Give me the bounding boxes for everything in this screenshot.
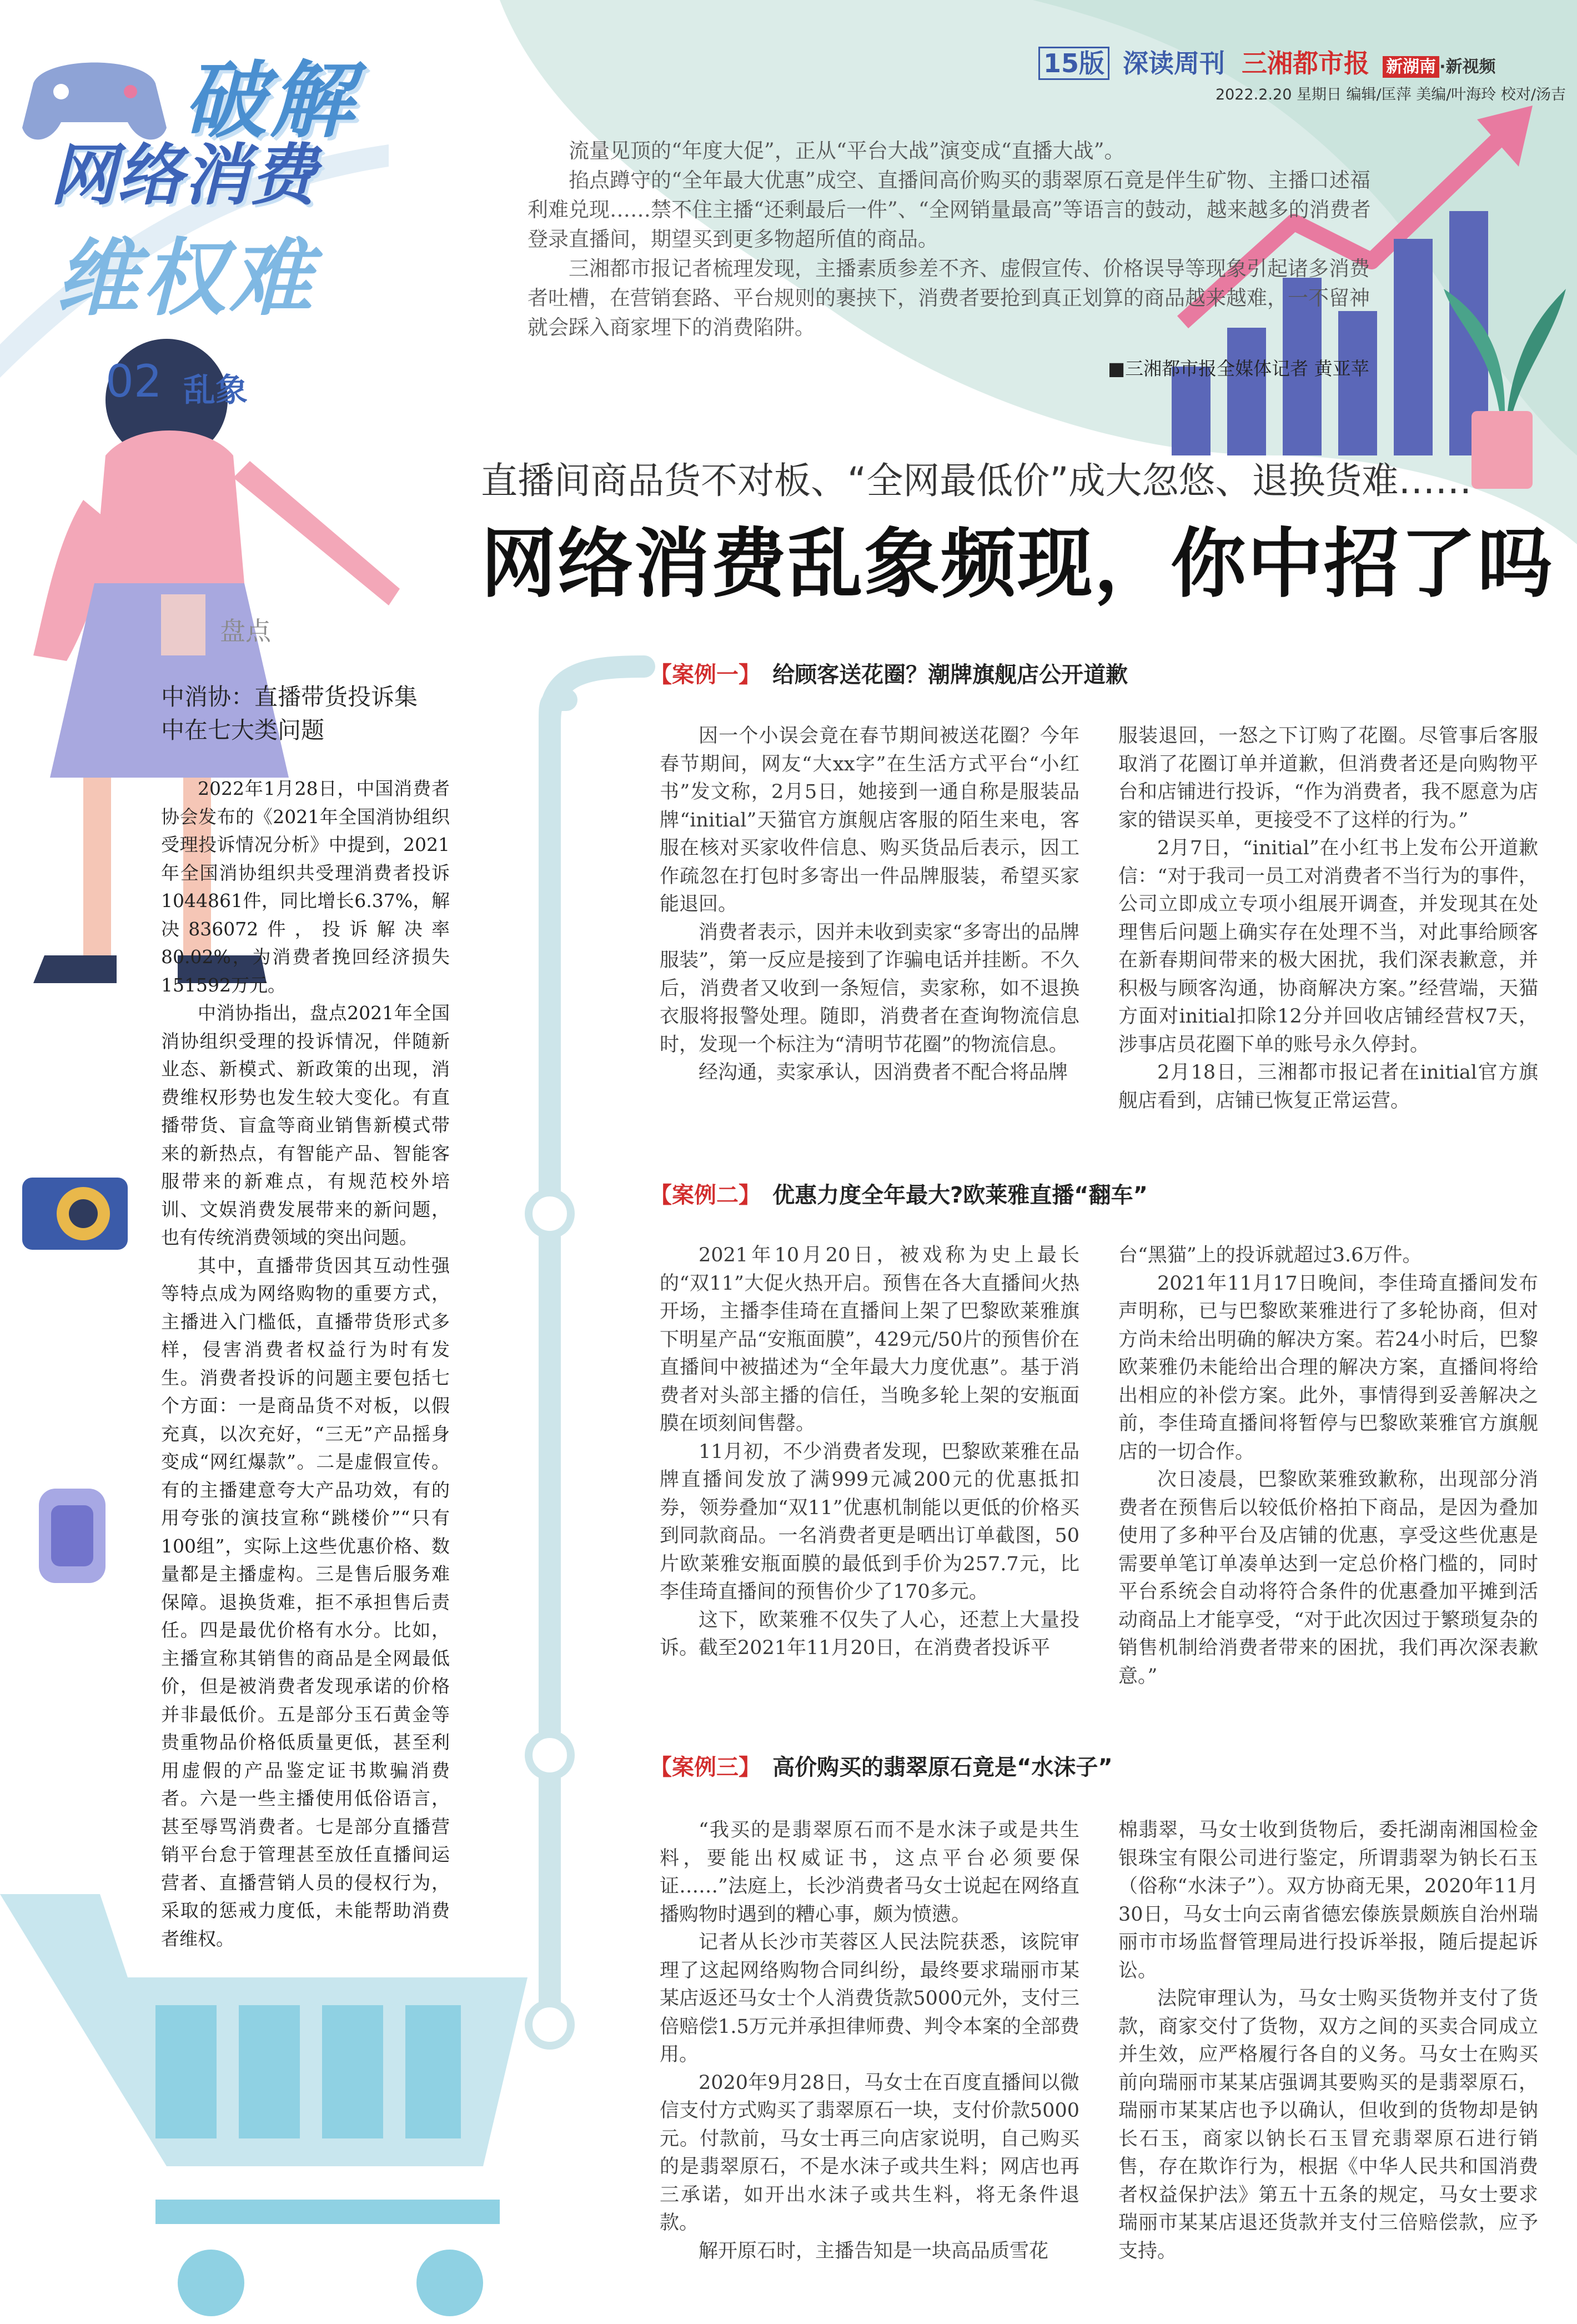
case-paragraph: “我买的是翡翠原石而不是水沫子或是共生料，要能出权威证书，这点平台必须要保证……”法庭上，长沙消费者马女士说起在网络直播购物时遇到的糟心事，颇为愤懑。 [660, 1819, 1079, 1926]
paper-name: 三湘都市报 [1242, 48, 1370, 78]
case-tag: 【案例三】 [650, 1755, 761, 1780]
case-paragraph: 服装退回，一怒之下订购了花圈。尽管事后客服取消了花圈订单并道歉，但消费者还是向购物平台和店铺进行投诉，“作为消费者，我不愿意为店家的错误买单，更接受不了这样的行为。” [1118, 725, 1538, 832]
intro-paragraph: 流量见顶的“年度大促”，正从“平台大战”演变成“直播大战”。 [569, 139, 1125, 163]
case-paragraph: 次日凌晨，巴黎欧莱雅致歉称，出现部分消费者在预售后以较低价格拍下商品，是因为叠加使用了多种平台及店铺的优惠，享受这些优惠是需要单笔订单凑单达到一定总价格门槛的，同时平台系统会自动将符合条件的优惠叠加平摊到活动商品上才能享受，“对于此次因过于繁琐复杂的销售机制给消费者带来的困扰，我们再次深表歉意。” [1118, 1469, 1538, 1687]
masthead-line2: 网络消费 [50, 137, 317, 214]
case-paragraph: 经沟通，卖家承认，因消费者不配合将品牌 [699, 1061, 1068, 1084]
case-paragraph: 2月7日，“initial”在小红书上发布公开道歉信：“对于我司一员工对消费者不当行为的事件，公司立即成立专项小组展开调查，并发现其在处理售后问题上确实存在处理不当，对此事给顾客在新春期间带来的极大困扰，我们深表歉意，并积极与顾客沟通，协商解决方案。”经营端，天猫方面对initial扣除12分并回收店铺经营权7天，涉事店员花圈下单的账号永久停封。 [1118, 837, 1538, 1056]
case-1-right [1118, 722, 1538, 1115]
case-paragraph: 棉翡翠，马女士收到货物后，委托湖南湘国检金银珠宝有限公司进行鉴定，所谓翡翠为钠长石玉（俗称“水沫子”）。双方协商无果，2020年11月30日，马女士向云南省德宏傣族景颇族自治州瑞丽市市场监督管理局进行投诉举报，随后提起诉讼。 [1118, 1819, 1538, 1982]
case-paragraph: 2021年10月20日，被戏称为史上最长的“双11”大促火热开启。预售在各大直播间火热开场，主播李佳琦在直播间上架了巴黎欧莱雅旗下明星产品“安瓶面膜”，429元/50片的预售价在直播间中被描述为“全年最大力度优惠”。基于消费者对头部主播的信任，当晚多轮上架的安瓶面膜在顷刻间售罄。 [660, 1244, 1079, 1435]
case-1-left [660, 722, 1079, 1087]
case-paragraph: 记者从长沙市芙蓉区人民法院获悉，该院审理了这起网络购物合同纠纷，最终要求瑞丽市某某店返还马女士个人消费货款5000元外，支付三倍赔偿1.5万元并承担律师费、判令本案的全部费用。 [660, 1931, 1079, 2066]
case-paragraph: 台“黑猫”上的投诉就超过3.6万件。 [1118, 1244, 1422, 1266]
case-3-right [1118, 1816, 1538, 2265]
case-title: 高价购买的翡翠原石竟是“水沫子” [772, 1755, 1113, 1780]
sidebar-body [161, 775, 450, 1953]
video-logo: ·新视频 [1439, 57, 1496, 77]
case-3-left [660, 1816, 1079, 2265]
case-paragraph: 11月初，不少消费者发现，巴黎欧莱雅在品牌直播间发放了满999元减200元的优惠抵扣券，领券叠加“双11”优惠机制能以更低的价格买到同款商品。一名消费者更是晒出订单截图，50片欧莱雅安瓶面膜的最低到手价为257.7元，比李佳琦直播间的预售价少了170多元。 [660, 1440, 1079, 1603]
app-logo: 新湖南 [1383, 56, 1439, 78]
case-2-header [650, 1178, 1148, 1209]
case-paragraph: 2021年11月17日晚间，李佳琦直播间发布声明称，已与巴黎欧莱雅进行了多轮协商，但对方尚未给出明确的解决方案。若24小时后，巴黎欧莱雅仍未能给出合理的解决方案，直播间将给出相应的补偿方案。此外，事情得到妥善解决之前，李佳琦直播间将暂停与巴黎欧莱雅官方旗舰店的一切合作。 [1118, 1272, 1538, 1463]
sidebar-paragraph: 其中，直播带货因其互动性强等特点成为网络购物的重要方式，主播进入门槛低，直播带货形式多样，侵害消费者权益行为时有发生。消费者投诉的问题主要包括七个方面：一是商品货不对板，以假充真，以次充好，“三无”产品摇身变成“网红爆款”。二是虚假宣传。有的主播建意夸大产品功效，有的用夸张的演技宣称“跳楼价”“只有100组”，实际上这些优惠价格、数量都是主播虚构。三是售后服务难保障。退换货难，拒不承担售后责任。四是最优价格有水分。比如，主播宣称其销售的商品是全网最低价，但是被消费者发现承诺的价格并非最低价。五是部分玉石黄金等贵重物品价格低质量更低，甚至利用虚假的产品鉴定证书欺骗消费者。六是一些主播使用低俗语言，甚至辱骂消费者。七是部分直播营销平台怠于管理甚至放任直播间运营者、直播营销人员的侵权行为，采取的惩戒力度低，未能帮助消费者维权。 [161, 1254, 450, 1950]
case-paragraph: 因一个小误会竟在春节期间被送花圈？今年春节期间，网友“大xx字”在生活方式平台“小红书”发文称，2月5日，她接到一通自称是服装品牌“initial”天猫官方旗舰店客服的陌生来电，客服在核对买家收件信息、购买货品后表示，因工作疏忽在打包时多寄出一件品牌服装，希望买家能退回。 [660, 725, 1079, 915]
intro-paragraph: 掐点蹲守的“全年最大优惠”成空、直播间高价购买的翡翠原石竟是伴生矿物、主播口述福利难兑现……禁不住主播“还剩最后一件”、“全网销量最高”等语言的鼓动，越来越多的消费者登录直播间，期望买到更多物超所值的商品。 [528, 168, 1371, 251]
case-paragraph: 这下，欧莱雅不仅失了人心，还惹上大量投诉。截至2021年11月20日，在消费者投诉平 [660, 1609, 1079, 1659]
case-paragraph: 法院审理认为，马女士购买货物并支付了货款，商家交付了货物，双方之间的买卖合同成立并生效，应严格履行各自的义务。马女士在购买前向瑞丽市某某店强调其要购买的是翡翠原石，瑞丽市某某店也予以确认，但收到的货物却是钠长石玉，商家以钠长石玉冒充翡翠原石进行销售，存在欺诈行为，根据《中华人民共和国消费者权益保护法》第五十五条的规定，马女士要求瑞丽市某某店退还货款并支付三倍赔偿款，应予支持。 [1118, 1987, 1538, 2262]
case-3-header [650, 1750, 1113, 1781]
case-title: 给顾客送花圈？潮牌旗舰店公开道歉 [772, 662, 1128, 688]
case-paragraph: 解开原石时，主播告知是一块高品质雪花 [699, 2240, 1049, 2262]
sidebar-title: 中消协：直播带货投诉集中在七大类问题 [161, 683, 418, 744]
case-2-right [1118, 1241, 1538, 1690]
case-paragraph: 2020年9月28日，马女士在百度直播间以微信支付方式购买了翡翠原石一块，支付价款5000元。付款前，马女士再三向店家说明，自己购买的是翡翠原石，不是水沫子或共生料；网店也再三承诺，如开出水沫子或共生料，将无条件退款。 [660, 2071, 1079, 2234]
series-label: 乱象 [183, 371, 248, 409]
sidebar-label: 盘点 [220, 616, 271, 646]
subheadline: 直播间商品货不对板、“全网最低价”成大忽悠、退换货难…… [481, 459, 1472, 502]
masthead-line1: 破解 [183, 53, 357, 149]
case-paragraph: 2月18日，三湘都市报记者在initial官方旗舰店看到，店铺已恢复正常运营。 [1118, 1061, 1538, 1112]
byline: ■三湘都市报全媒体记者 黄亚苹 [1108, 358, 1369, 379]
intro [528, 136, 1383, 342]
intro-paragraph: 三湘都市报记者梳理发现，主播素质参差不齐、虚假宣传、价格误导等现象引起诸多消费者吐槽，在营销套路、平台规则的裹挟下，消费者要抢到真正划算的商品越来越难，一不留神就会踩入商家埋下的消费陷阱。 [528, 257, 1370, 339]
series-number: 02 [106, 355, 162, 407]
page-number: 15版 [1038, 47, 1109, 80]
date-line: 2022.2.20 星期日 编辑/匡萍 美编/叶海玲 校对/汤吉 [1215, 86, 1566, 103]
main-headline: 网络消费乱象频现，你中招了吗 [481, 520, 1554, 608]
sidebar-paragraph: 中消协指出，盘点2021年全国消协组织受理的投诉情况，伴随新业态、新模式、新政策的出现，消费维权形势也发生较大变化。有直播带货、盲盒等商业销售新模式带来的新热点，有智能产品、智能客服带来的新难点，有规范校外培训、文娱消费发展带来的新问题，也有传统消费领域的突出问题。 [161, 1002, 450, 1248]
case-2-left [660, 1241, 1079, 1662]
case-paragraph: 消费者表示，因并未收到卖家“多寄出的品牌服装”，第一反应是接到了诈骗电话并挂断。不久后，消费者又收到一条短信，卖家称，如不退换衣服将报警处理。随即，消费者在查询物流信息时，发现一个标注为“清明节花圈”的物流信息。 [660, 921, 1079, 1056]
section-name: 深读周刊 [1123, 48, 1226, 78]
case-1-header [650, 657, 1128, 689]
case-tag: 【案例一】 [650, 662, 761, 688]
page-header [1038, 43, 1555, 82]
masthead-line3: 维权难 [56, 231, 316, 327]
case-tag: 【案例二】 [650, 1183, 761, 1208]
case-title: 优惠力度全年最大?欧莱雅直播“翻车” [772, 1183, 1148, 1208]
sidebar-paragraph: 2022年1月28日，中国消费者协会发布的《2021年全国消协组织受理投诉情况分析》中提到，2021年全国消协组织共受理消费者投诉1044861件，同比增长6.37%，解决836072件，投诉解决率80.02%，为消费者挽回经济损失151592万元。 [161, 778, 450, 996]
